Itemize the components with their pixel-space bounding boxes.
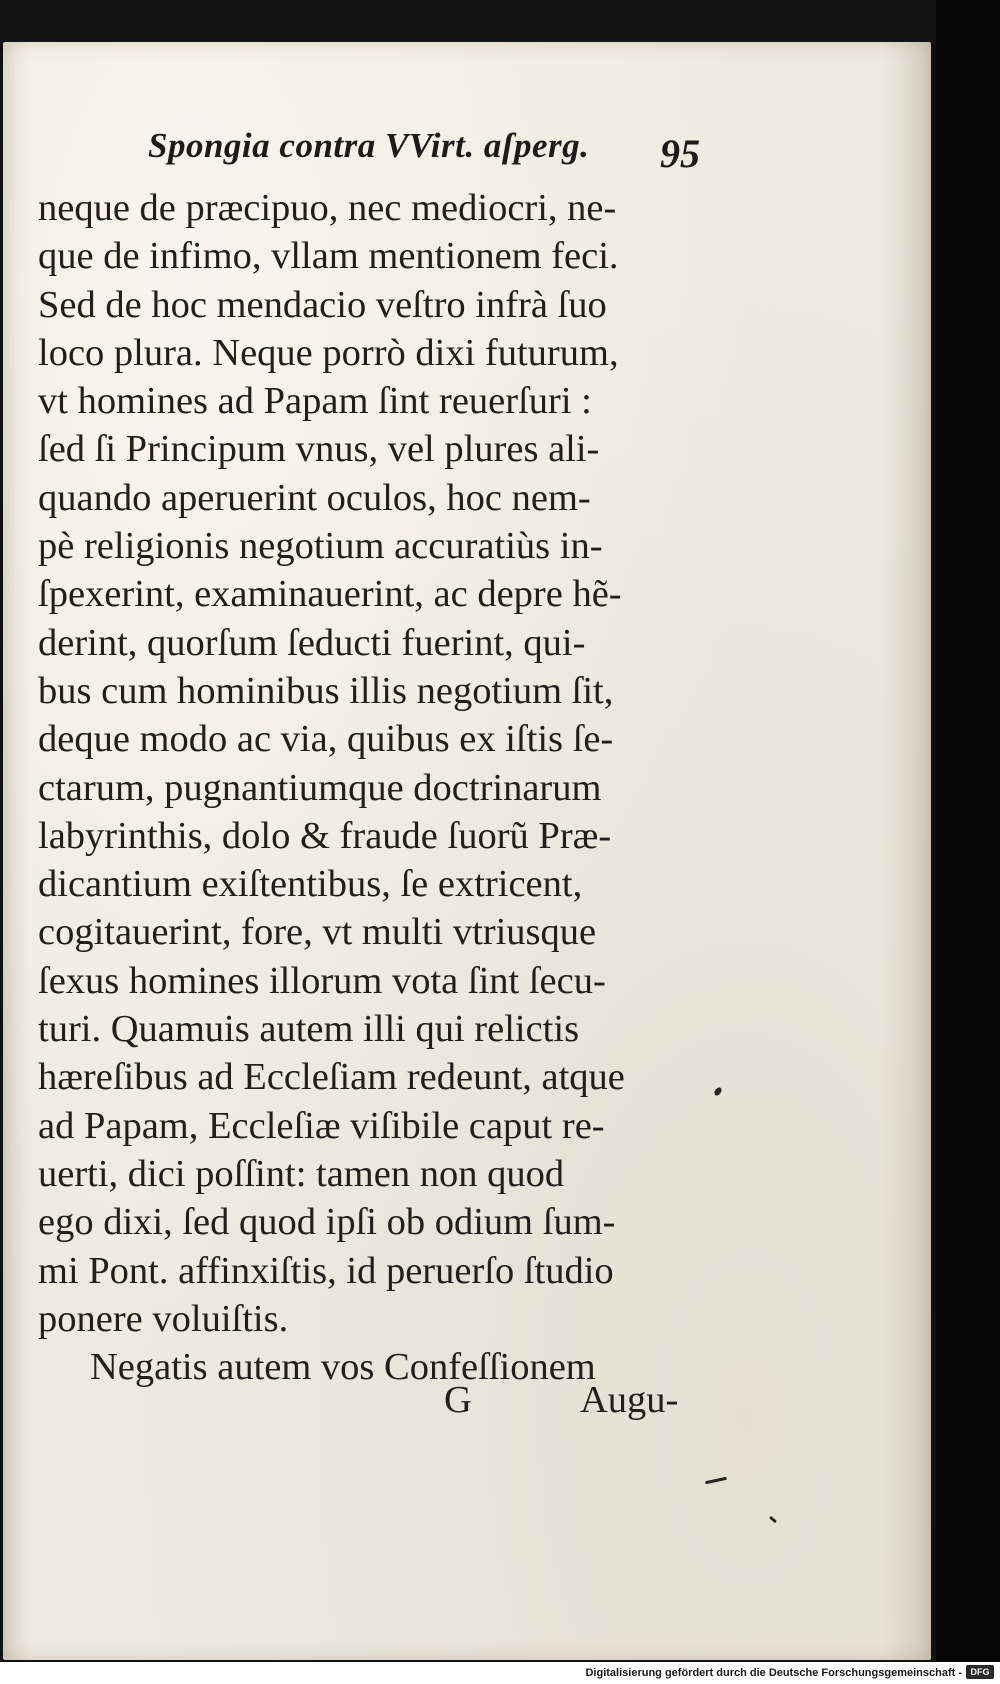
text-line: derint, quorſum ſeducti fuerint, qui-	[38, 621, 586, 664]
text-line: neque de præcipuo, nec mediocri, ne-	[38, 187, 617, 229]
text-line: ſpexerint, examinauerint, ac depre hẽ-	[38, 573, 622, 616]
text-line: labyrinthis, dolo & fraude ſuorũ Præ-	[38, 814, 612, 857]
catchword: Augu-	[580, 1379, 679, 1421]
body-text	[38, 184, 698, 1391]
text-line: vt homines ad Papam ſint reuerſuri :	[38, 380, 592, 423]
catchwords-line	[38, 1378, 698, 1428]
paper-speck	[713, 1086, 723, 1097]
text-line: dicantium exiſtentibus, ſe extricent,	[38, 863, 583, 906]
text-line: loco plura. Neque porrò dixi futurum,	[38, 331, 619, 374]
text-line: ſed ſi Principum vnus, vel plures ali-	[38, 428, 600, 471]
digitization-credit: Digitalisierung gefördert durch die Deutsche Forschungsgemeinschaft -	[585, 1667, 962, 1679]
text-line: ctarum, pugnantiumque doctrinarum	[38, 766, 602, 809]
text-line: ponere voluiſtis.	[38, 1297, 289, 1340]
scan-right-border	[936, 0, 1000, 1684]
text-line: quando aperuerint oculos, hoc nem-	[38, 476, 591, 519]
paper-speck	[705, 1477, 727, 1485]
text-line: que de infimo, vllam mentionem feci.	[38, 235, 619, 278]
text-line: ego dixi, ſed quod ipſi ob odium ſum-	[38, 1201, 616, 1244]
text-line: Sed de hoc mendacio veſtro infrà ſuo	[38, 283, 607, 326]
text-line: ſexus homines illorum vota ſint ſecu-	[38, 959, 606, 1002]
text-line: cogitauerint, fore, vt multi vtriusque	[38, 911, 597, 954]
text-line: bus cum hominibus illis negotium ſit,	[38, 669, 614, 712]
text-line: turi. Quamuis autem illi qui relictis	[38, 1008, 580, 1051]
signature-mark: G	[444, 1379, 472, 1421]
text-line: pè religionis negotium accuratiùs in-	[38, 525, 603, 568]
dfg-logo: DFG	[966, 1665, 994, 1679]
text-line: hæreſibus ad Eccleſiam redeunt, atque	[38, 1056, 625, 1099]
scan-top-border	[0, 0, 936, 44]
text-line: ad Papam, Eccleſiæ viſibile caput re-	[38, 1104, 605, 1147]
text-line: mi Pont. affinxiſtis, id peruerſo ſtudio	[38, 1249, 614, 1292]
page-number: 95	[660, 131, 700, 176]
paragraph-start-line: Negatis autem vos Confeſſionem	[90, 1346, 596, 1389]
text-line: uerti, dici poſſint: tamen non quod	[38, 1152, 565, 1195]
running-head: Spongia contra VVirt. aſperg.	[148, 126, 590, 165]
text-line: deque modo ac via, quibus ex iſtis ſe-	[38, 718, 614, 761]
paper-speck	[769, 1516, 777, 1523]
